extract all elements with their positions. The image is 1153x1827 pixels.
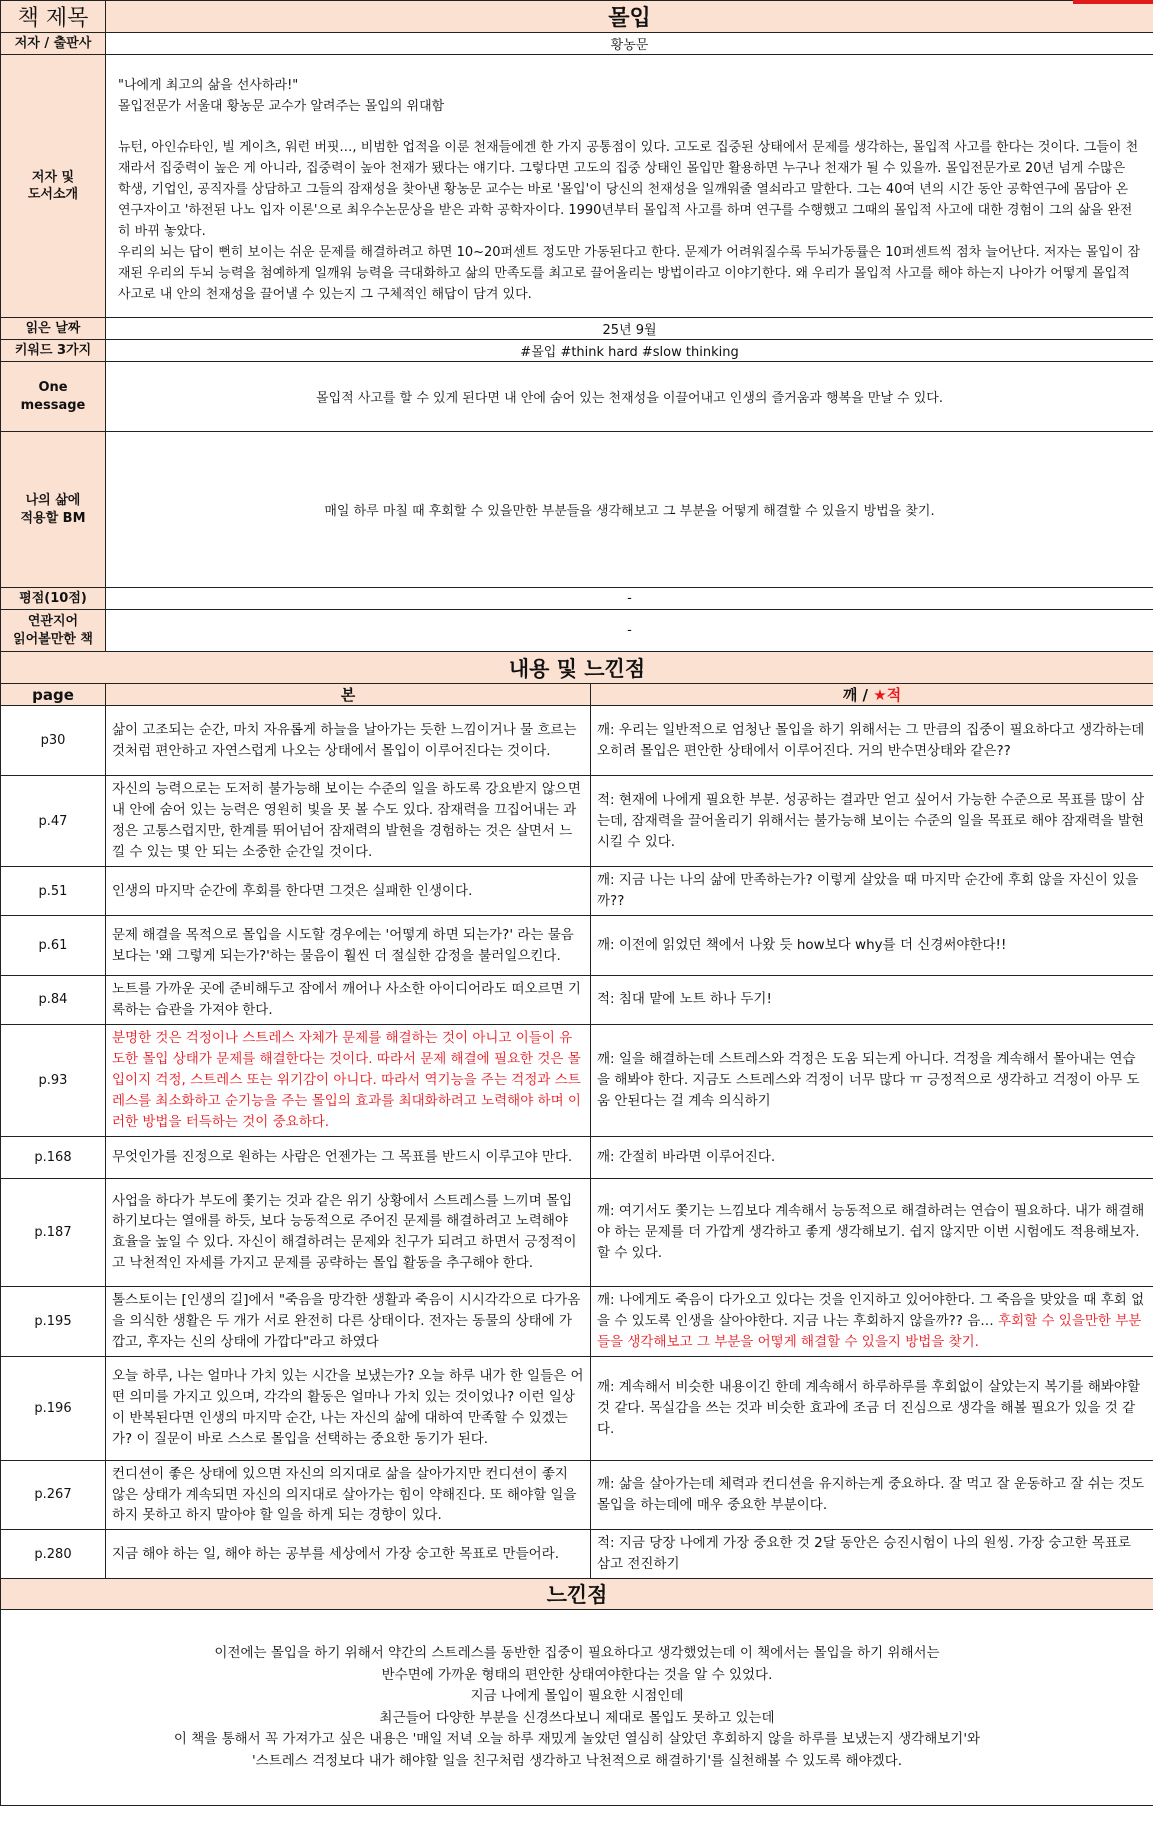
body-column-header: 본	[106, 684, 591, 706]
quote-cell: 삶이 고조되는 순간, 마치 자유롭게 하늘을 날아가는 듯한 느낌이거나 물 흐르는 것처럼 편안하고 자연스럽게 나오는 상태에서 몰입이 이루어진다는 것이다.	[106, 706, 591, 776]
intro-paragraph: 우리의 뇌는 답이 뻔히 보이는 쉬운 문제를 해결하려고 하면 10~20퍼센트 정도만 가동된다고 한다. 문제가 어려워질수록 두뇌가동률은 10퍼센트씩 점차 늘어난다. 저자는 몰입이 잠재된 우리의 두뇌 능력을 첨예하게 일깨워 능력을 극대화하고 삶의 만족도를 최고로 끌어올리는 방법이라고 이야기한다. 왜 우리가 몰입적 사고를 해야 하는지 나아가 어떻게 몰입적 사고로 내 안의 천재성을 끌어낼 수 있는지 그 구체적인 해답이 담겨 있다.	[118, 245, 1141, 303]
page-cell: p30	[1, 706, 106, 776]
intro-paragraph: 뉴턴, 아인슈타인, 빌 게이츠, 워런 버핏…, 비범한 업적을 이룬 천재들에겐 한 가지 공통점이 있다. 고도로 집중된 상태에서 문제를 생각하는, 몰입적 사고를 한다는 것이다. 그들이 천재라서 집중력이 높은 게 아니라, 집중력이 높아 천재가 됐다는 얘기다. 그렇다면 고도의 집중 상태인 몰입만 활용하면 누구나 천재가 될 수 있을까. 몰입전문가로 20년 넘게 수많은 학생, 기업인, 공직자를 상담하고 그들의 잠재성을 찾아낸 황농문 교수는 바로 '몰입'이 당신의 천재성을 일깨워줄 열쇠라고 말한다. 그는 40여 년의 시간 동안 공학연구에 몸담아 온 연구자이고 '하전된 나노 입자 이론'으로 최우수논문상을 받은 과학 공학자이다. 1990년부터 몰입적 사고를 하며 연구를 수행했고 그때의 몰입적 사고에 대한 경험이 그의 삶을 완전히 바뀌 놓았다.	[118, 140, 1139, 240]
related-books: -	[106, 610, 1153, 652]
table-row	[1, 867, 1153, 916]
note-cell: 깨: 여기서도 쫓기는 느낌보다 계속해서 능동적으로 해결하려는 연습이 필요하다. 내가 해결해야 하는 문제를 더 가깝게 생각하고 좋게 생각해보기. 쉽지 않지만 이번 시험에도 적용해보자.할 수 있다.	[591, 1178, 1153, 1286]
note-cell: 깨: 나에게도 죽음이 다가오고 있다는 것을 인지하고 있어야한다. 그 죽음을 맞았을 때 후회 없을 수 있도록 인생을 살아야한다. 지금 나는 후회하지 않을까?? 음… 후회할 수 있을만한 부분들을 생각해보고 그 부분을 어떻게 해결할 수 있을지 방법을 찾기.	[591, 1286, 1153, 1356]
corner-marker	[1073, 0, 1153, 4]
book-title: 몰입	[106, 1, 1153, 33]
page-cell: p.168	[1, 1136, 106, 1178]
quote-cell: 노트를 가까운 곳에 준비해두고 잠에서 깨어나 사소한 아이디어라도 떠오르면 기록하는 습관을 가져야 한다.	[106, 976, 591, 1025]
table-row	[1, 1286, 1153, 1356]
note-cell: 깨: 지금 나는 나의 삶에 만족하는가? 이렇게 살았을 때 마지막 순간에 후회 않을 자신이 있을까??	[591, 867, 1153, 916]
rating: -	[106, 588, 1153, 610]
author-publisher: 황농문	[106, 33, 1153, 55]
table-row	[1, 1136, 1153, 1178]
related-books-label: 연관지어 읽어볼만한 책	[1, 610, 106, 652]
intro-line: 몰입전문가 서울대 황농문 교수가 알려주는 몰입의 위대함	[118, 99, 445, 115]
quote-cell: 분명한 것은 걱정이나 스트레스 자체가 문제를 해결하는 것이 아니고 이들이 유도한 몰입 상태가 문제를 해결한다는 것이다. 따라서 문제 해결에 필요한 것은 몰입이지 걱정, 스트레스 또는 위기감이 아니다. 따라서 역기능을 주는 걱정과 스트레스를 최소화하고 순기능을 주는 몰입의 효과를 최대화하려고 노력해야 하며 이러한 방법을 터득하는 것이 중요하다.	[106, 1024, 591, 1136]
table-row	[1, 976, 1153, 1025]
one-message: 몰입적 사고를 할 수 있게 된다면 내 안에 숨어 있는 천재성을 이끌어내고 인생의 즐거움과 행복을 만날 수 있다.	[106, 362, 1153, 432]
note-cell: 적: 지금 당장 나에게 가장 중요한 것 2달 동안은 승진시험이 나의 원씽. 가장 숭고한 목표로 삼고 전진하기	[591, 1530, 1153, 1579]
read-date: 25년 9월	[106, 318, 1153, 340]
apply-bm-label: 나의 삶에 적용할 BM	[1, 432, 106, 588]
page-cell: p.267	[1, 1460, 106, 1530]
book-intro	[106, 55, 1153, 318]
page-cell: p.84	[1, 976, 106, 1025]
quote-cell: 사업을 하다가 부도에 쫓기는 것과 같은 위기 상황에서 스트레스를 느끼며 몰입하기보다는 열애를 하듯, 보다 능동적으로 주어진 문제를 해결하려고 노력해야 효율을 높일 수 있다. 자신이 해결하려는 문제와 친구가 되려고 하면서 긍정적이고 낙천적인 자세를 가지고 문제를 공략하는 몰입 활동을 추구해야 한다.	[106, 1178, 591, 1286]
note-cell: 깨: 계속해서 비슷한 내용이긴 한데 계속해서 하루하루를 후회없이 살았는지 복기를 해봐야할 것 같다. 목실감을 쓰는 것과 비슷한 효과에 조금 더 진심으로 생각을 해볼 필요가 있을 것 같다.	[591, 1356, 1153, 1460]
author-publisher-label: 저자 / 출판사	[1, 33, 106, 55]
page-cell: p.51	[1, 867, 106, 916]
quote-cell: 톨스토이는 [인생의 길]에서 "죽음을 망각한 생활과 죽음이 시시각각으로 다가옴을 의식한 생활은 두 개가 서로 완전히 다른 상태이다. 전자는 동물의 상태에 가깝고, 후자는 신의 상태에 가깝다"라고 하였다	[106, 1286, 591, 1356]
note-column-header: 깨 / ★적	[591, 684, 1153, 706]
quote-cell: 컨디션이 좋은 상태에 있으면 자신의 의지대로 삶을 살아가지만 컨디션이 좋지 않은 상태가 계속되면 자신의 의지대로 살아가는 힘이 약해진다. 또 해야할 일을 하지 못하고 하지 말아야 할 일을 하게 되는 경향이 있다.	[106, 1460, 591, 1530]
keywords-label: 키워드 3가지	[1, 340, 106, 362]
page-cell: p.195	[1, 1286, 106, 1356]
table-row	[1, 1178, 1153, 1286]
table-row	[1, 1460, 1153, 1530]
quote-cell: 문제 해결을 목적으로 몰입을 시도할 경우에는 '어떻게 하면 되는가?' 라는 물음보다는 '왜 그렇게 되는가?'하는 물음이 훨씬 더 절실한 감정을 불러일으킨다.	[106, 916, 591, 976]
table-row	[1, 1024, 1153, 1136]
quote-cell: 지금 해야 하는 일, 해야 하는 공부를 세상에서 가장 숭고한 목표로 만들어라.	[106, 1530, 591, 1579]
quote-cell: 오늘 하루, 나는 얼마나 가치 있는 시간을 보냈는가? 오늘 하루 내가 한 일들은 어떤 의미를 가지고 있으며, 각각의 활동은 얼마나 가치 있는 것이었나? 이런 일상이 반복된다면 인생의 마지막 순간, 나는 자신의 삶에 대하여 만족할 수 있겠는가? 이 질문이 바로 스스로 몰입을 선택하는 중요한 동기가 된다.	[106, 1356, 591, 1460]
page-column-header: page	[1, 684, 106, 706]
table-row	[1, 706, 1153, 776]
note-cell: 깨: 우리는 일반적으로 엄청난 몰입을 하기 위해서는 그 만큼의 집중이 필요하다고 생각하는데 오히려 몰입은 편안한 상태에서 이루어진다. 거의 반수면상태와 같은??	[591, 706, 1153, 776]
note-cell: 깨: 삶을 살아가는데 체력과 컨디션을 유지하는게 중요하다. 잘 먹고 잘 운동하고 잘 쉬는 것도 몰입을 하는데에 매우 중요한 부분이다.	[591, 1460, 1153, 1530]
apply-bm: 매일 하루 마칠 때 후회할 수 있을만한 부분들을 생각해보고 그 부분을 어떻게 해결할 수 있을지 방법을 찾기.	[106, 432, 1153, 588]
table-row	[1, 1530, 1153, 1579]
quote-cell: 인생의 마지막 순간에 후회를 한다면 그것은 실패한 인생이다.	[106, 867, 591, 916]
page-cell: p.187	[1, 1178, 106, 1286]
page-cell: p.93	[1, 1024, 106, 1136]
feelings-text: 이전에는 몰입을 하기 위해서 약간의 스트레스를 동반한 집중이 필요하다고 생각했었는데 이 책에서는 몰입을 하기 위해서는 반수면에 가까운 형태의 편안한 상태여야한다는 것을 알 수 있었다. 지금 나에게 몰입이 필요한 시점인데 최근들어 다양한 부분을 신경쓰다보니 제대로 몰입도 못하고 있는데 이 책을 통해서 꼭 가져가고 싶은 내용은 '매일 저녁 오늘 하루 재밌게 놀았던 열심히 살았던 후회하지 않을 하루를 보냈는지 생각해보기'와 '스트레스 걱정보다 내가 해야할 일을 친구처럼 생각하고 낙천적으로 해결하기'를 실천해볼 수 있도록 해야겠다.	[1, 1610, 1153, 1806]
table-row	[1, 916, 1153, 976]
contents-section-title: 내용 및 느낀점	[1, 652, 1153, 684]
feelings-section-title: 느낀점	[1, 1579, 1153, 1610]
page-cell: p.196	[1, 1356, 106, 1460]
quote-cell: 무엇인가를 진정으로 원하는 사람은 언젠가는 그 목표를 반드시 이루고야 만다.	[106, 1136, 591, 1178]
read-date-label: 읽은 날짜	[1, 318, 106, 340]
note-cell: 적: 침대 맡에 노트 하나 두기!	[591, 976, 1153, 1025]
keywords: #몰입 #think hard #slow thinking	[106, 340, 1153, 362]
book-title-label: 책 제목	[1, 1, 106, 33]
table-row	[1, 776, 1153, 867]
page-cell: p.47	[1, 776, 106, 867]
note-cell: 깨: 일을 해결하는데 스트레스와 걱정은 도움 되는게 아니다. 걱정을 계속해서 몰아내는 연습을 해봐야 한다. 지금도 스트레스와 걱정이 너무 많다 ㅠ 긍정적으로 생각하고 걱정이 아무 도움 안된다는 걸 계속 의식하기	[591, 1024, 1153, 1136]
page-cell: p.61	[1, 916, 106, 976]
note-cell: 깨: 이전에 읽었던 책에서 나왔 듯 how보다 why를 더 신경써야한다!!	[591, 916, 1153, 976]
intro-line: "나에게 최고의 삶을 선사하라!"	[118, 78, 299, 93]
page-cell: p.280	[1, 1530, 106, 1579]
note-cell: 깨: 간절히 바라면 이루어진다.	[591, 1136, 1153, 1178]
table-row	[1, 1356, 1153, 1460]
book-intro-label: 저자 및 도서소개	[1, 55, 106, 318]
rating-label: 평점(10점)	[1, 588, 106, 610]
one-message-label: One message	[1, 362, 106, 432]
note-cell: 적: 현재에 나에게 필요한 부분. 성공하는 결과만 얻고 싶어서 가능한 수준으로 목표를 많이 삼는데, 잠재력을 끌어올리기 위해서는 불가능해 보이는 수준의 일을 목표로 해야 잠재력을 발현시킬 수 있다.	[591, 776, 1153, 867]
quote-cell: 자신의 능력으로는 도저히 불가능해 보이는 수준의 일을 하도록 강요받지 않으면 내 안에 숨어 있는 능력은 영원히 빛을 못 볼 수도 있다. 잠재력을 끄집어내는 과정은 고통스럽지만, 한계를 뛰어넘어 잠재력의 발현을 경험하는 것은 살면서 느낄 수 있는 몇 안 되는 소중한 순간일 것이다.	[106, 776, 591, 867]
